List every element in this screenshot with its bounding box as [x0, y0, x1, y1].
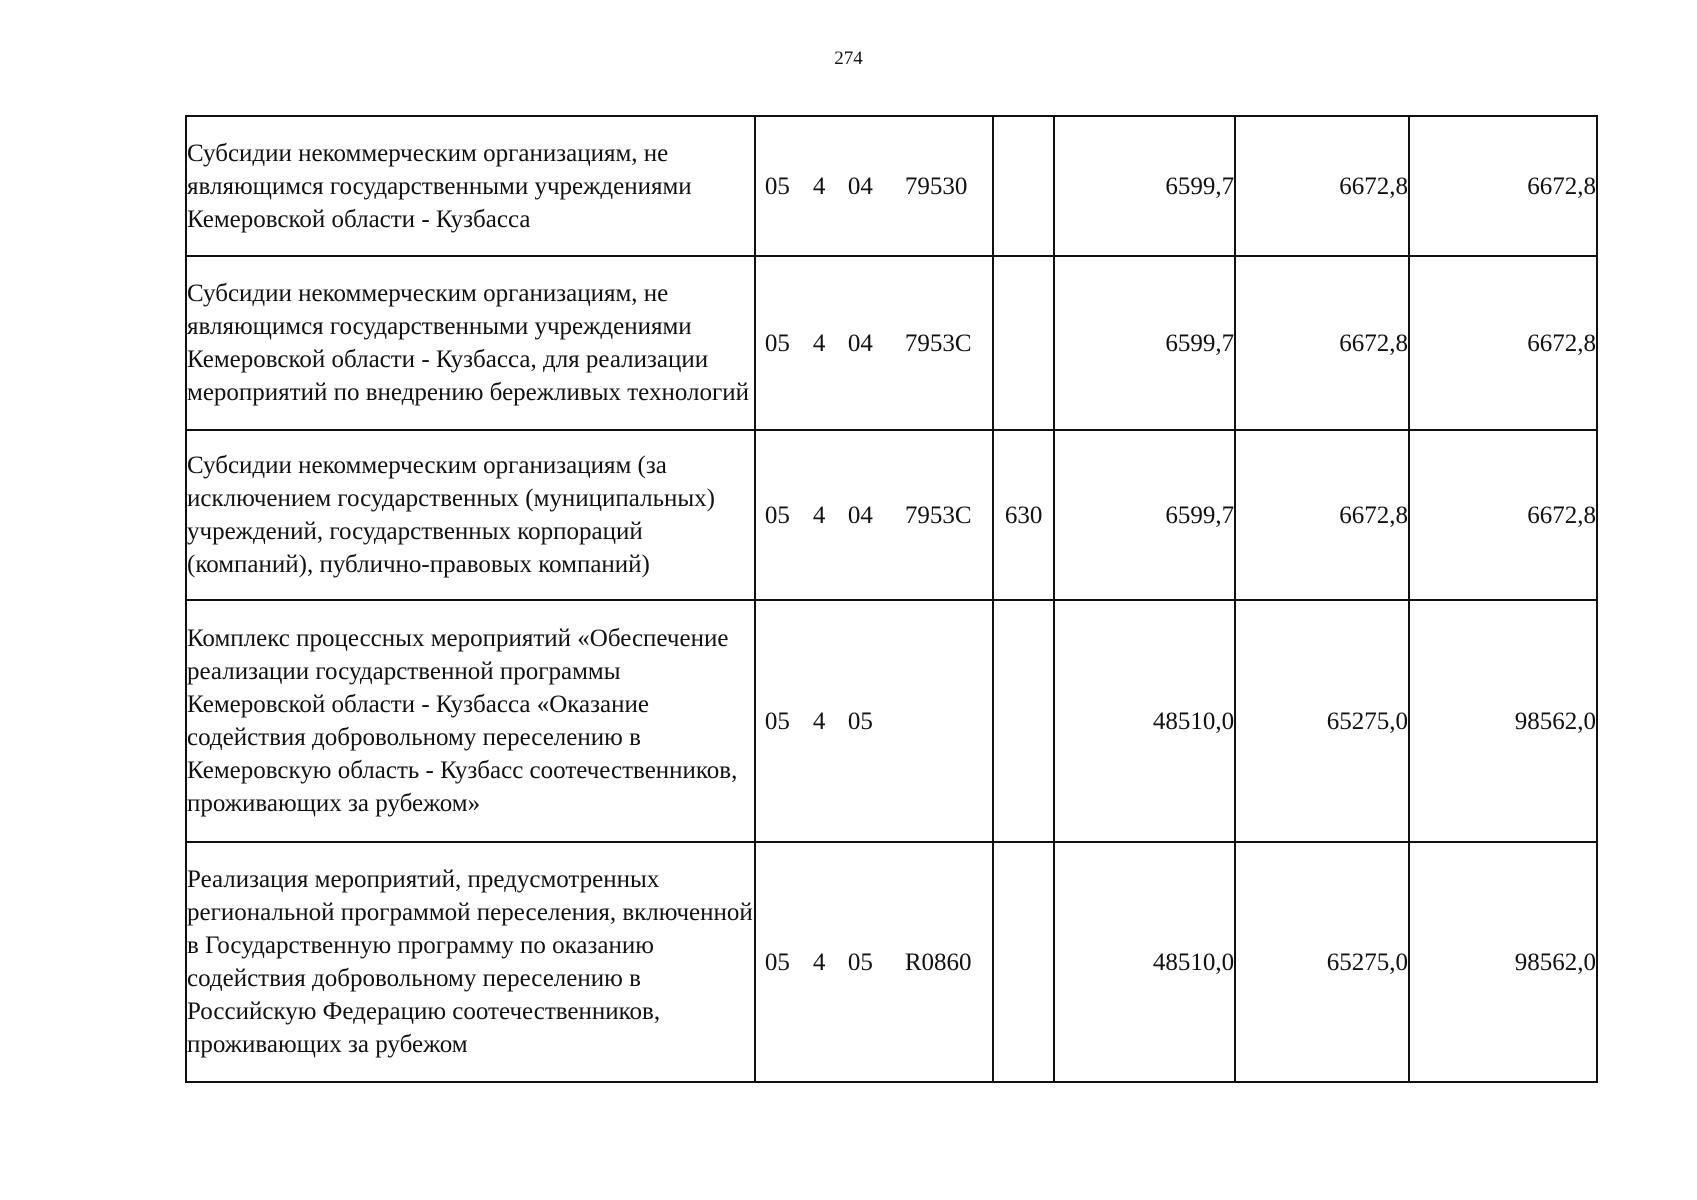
code-subprogram: 4: [812, 172, 826, 200]
value-year-3: 6672,8: [1409, 430, 1597, 600]
table-row: [186, 600, 1597, 842]
value-year-2: 6672,8: [1235, 430, 1409, 600]
code-section: 05: [764, 501, 790, 529]
value-year-1: 6599,7: [1054, 256, 1235, 430]
row-description: Комплекс процессных мероприятий «Обеспечение реализации государственной программы Кемеровской области - Кузбасса «Оказание содействия добровольному переселению в Кемеровскую область - Кузбасс соотечественников, проживающих за рубежом»: [186, 600, 755, 842]
code-event: 04: [847, 172, 873, 200]
code-direction: R0860: [904, 948, 972, 976]
value-year-1: 6599,7: [1054, 430, 1235, 600]
code-direction: 7953C: [904, 501, 972, 529]
code-subprogram: 4: [812, 707, 826, 735]
value-year-1: 48510,0: [1054, 600, 1235, 842]
row-codes: [755, 842, 993, 1082]
value-year-2: 65275,0: [1235, 600, 1409, 842]
code-direction: 79530: [904, 172, 968, 200]
value-year-2: 6672,8: [1235, 116, 1409, 256]
code-event: 05: [847, 707, 873, 735]
code-section: 05: [764, 172, 790, 200]
value-year-3: 6672,8: [1409, 116, 1597, 256]
table-row: [186, 842, 1597, 1082]
page-number: 274: [834, 48, 863, 69]
row-description: Субсидии некоммерческим организациям (за исключением государственных (муниципальных) учреждений, государственных корпораций (компаний), публично-правовых компаний): [186, 430, 755, 600]
value-year-3: 98562,0: [1409, 842, 1597, 1082]
expense-type: [993, 116, 1054, 256]
expense-type: 630: [993, 430, 1054, 600]
row-codes: [755, 430, 993, 600]
value-year-2: 65275,0: [1235, 842, 1409, 1082]
expense-type: [993, 842, 1054, 1082]
code-subprogram: 4: [812, 948, 826, 976]
value-year-1: 48510,0: [1054, 842, 1235, 1082]
code-section: 05: [764, 329, 790, 357]
value-year-3: 6672,8: [1409, 256, 1597, 430]
code-event: 05: [847, 948, 873, 976]
value-year-2: 6672,8: [1235, 256, 1409, 430]
table-row: [186, 256, 1597, 430]
table-row: [186, 430, 1597, 600]
row-description: Субсидии некоммерческим организациям, не являющимся государственными учреждениями Кемеровской области - Кузбасса, для реализации мероприятий по внедрению бережливых технологий: [186, 256, 755, 430]
table-row: [186, 116, 1597, 256]
row-codes: [755, 256, 993, 430]
code-subprogram: 4: [812, 501, 826, 529]
budget-table: [185, 115, 1598, 1083]
code-event: 04: [847, 501, 873, 529]
expense-type: [993, 600, 1054, 842]
row-codes: [755, 600, 993, 842]
code-section: 05: [764, 948, 790, 976]
code-direction: 7953C: [904, 329, 972, 357]
value-year-3: 98562,0: [1409, 600, 1597, 842]
row-description: Субсидии некоммерческим организациям, не являющимся государственными учреждениями Кемеровской области - Кузбасса: [186, 116, 755, 256]
code-event: 04: [847, 329, 873, 357]
row-description: Реализация мероприятий, предусмотренных региональной программой переселения, включенной в Государственную программу по оказанию содействия добровольному переселению в Российскую Федерацию соотечественников, проживающих за рубежом: [186, 842, 755, 1082]
expense-type: [993, 256, 1054, 430]
row-codes: [755, 116, 993, 256]
value-year-1: 6599,7: [1054, 116, 1235, 256]
code-section: 05: [764, 707, 790, 735]
code-subprogram: 4: [812, 329, 826, 357]
